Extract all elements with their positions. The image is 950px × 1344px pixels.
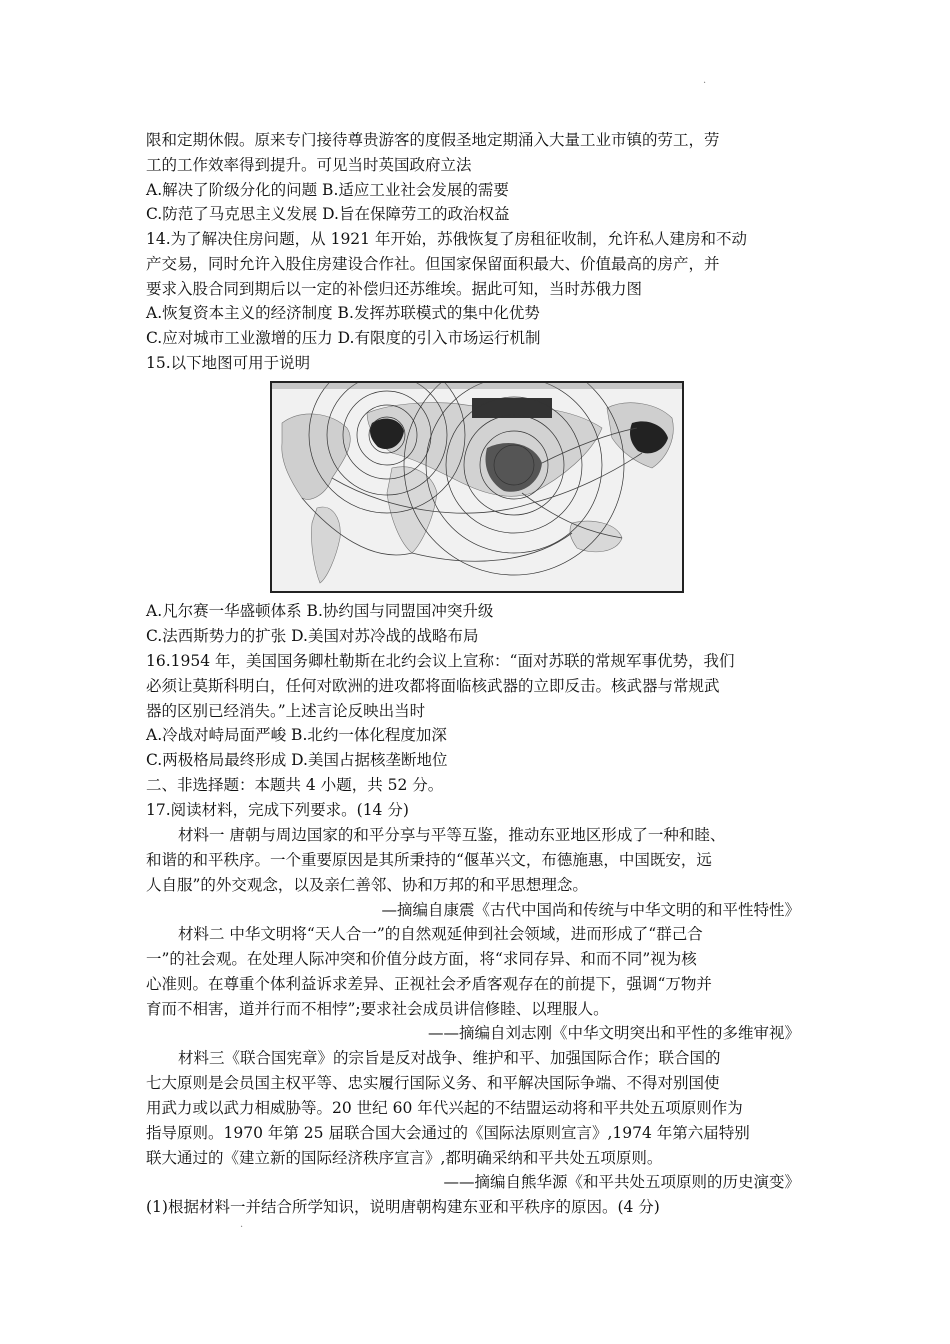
q14-text-line-3: 要求入股合同到期后以一定的补偿归还苏维埃。据此可知，当时苏俄力图 bbox=[146, 280, 643, 298]
q17-material3-source: ——摘编自熊华源《和平共处五项原则的历史演变》 bbox=[443, 1173, 800, 1191]
q16-text-line-2: 必须让莫斯科明白，任何对欧洲的进攻都将面临核武器的立即反击。核武器与常规武 bbox=[146, 677, 720, 695]
q17-material3-line-4: 指导原则。1970 年第 25 届联合国大会通过的《国际法原则宣言》,1974 年第六届特别 bbox=[146, 1124, 750, 1142]
q15-stem: 15.以下地图可用于说明 bbox=[146, 354, 311, 372]
q16-text-line-1: 16.1954 年，美国国务卿杜勒斯在北约会议上宣称：“面对苏联的常规军事优势，我们 bbox=[146, 652, 735, 670]
q17-material3-line-1: 材料三《联合国宪章》的宗旨是反对战争、维护和平、加强国际合作；联合国的 bbox=[178, 1049, 721, 1067]
q13-options-ab: A.解决了阶级分化的问题 B.适应工业社会发展的需要 bbox=[146, 181, 509, 199]
q17-material3-line-5: 联大通过的《建立新的国际经济秩序宣言》,都明确采纳和平共处五项原则。 bbox=[146, 1149, 663, 1167]
q14-text-line-1: 14.为了解决住房问题，从 1921 年开始，苏俄恢复了房租征收制，允许私人建房和不动 bbox=[146, 230, 747, 248]
q16-text-line-3: 器的区别已经消失。”上述言论反映出当时 bbox=[146, 702, 426, 720]
q17-material3-line-3: 用武力或以武力相威胁等。20 世纪 60 年代兴起的不结盟运动将和平共处五项原则作为 bbox=[146, 1099, 743, 1117]
q17-material2-line-3: 心准则。在尊重个体利益诉求差异、正视社会矛盾客观存在的前提下，强调“万物并 bbox=[146, 975, 712, 993]
q16-options-cd: C.两极格局最终形成 D.美国占据核垄断地位 bbox=[146, 751, 448, 769]
q17-material1-line-3: 人自服”的外交观念，以及亲仁善邻、协和万邦的和平思想理念。 bbox=[146, 876, 588, 894]
scan-speck: · bbox=[240, 1222, 244, 1233]
q14-options-ab: A.恢复资本主义的经济制度 B.发挥苏联模式的集中化优势 bbox=[146, 304, 540, 322]
q17-material1-line-1: 材料一 唐朝与周边国家的和平分享与平等互鉴，推动东亚地区形成了一种和睦、 bbox=[178, 826, 726, 844]
q17-material2-source: ——摘编自刘志刚《中华文明突出和平性的多维审视》 bbox=[427, 1024, 800, 1042]
q17-material2-line-4: 育而不相害，道并行而不相悖”;要求社会成员讲信修睦、以理服人。 bbox=[146, 1000, 609, 1018]
q17-material2-line-1: 材料二 中华文明将“天人合一”的自然观延伸到社会领域，进而形成了“群己合 bbox=[178, 925, 703, 943]
q16-options-ab: A.冷战对峙局面严峻 B.北约一体化程度加深 bbox=[146, 726, 447, 744]
q17-material2-line-2: 一”的社会观。在处理人际冲突和价值分歧方面，将“求同存异、和而不同”视为核 bbox=[146, 950, 697, 968]
q17-material1-line-2: 和谐的和平秩序。一个重要原因是其所秉持的“偃革兴文，布德施惠，中国既安，远 bbox=[146, 851, 712, 869]
q14-text-line-2: 产交易，同时允许入股住房建设合作社。但国家保留面积最大、价值最高的房产，并 bbox=[146, 255, 720, 273]
q14-options-cd: C.应对城市工业激增的压力 D.有限度的引入市场运行机制 bbox=[146, 329, 541, 347]
world-map-image bbox=[272, 383, 682, 591]
q17-material1-source: —摘编自康震《古代中国尚和传统与中华文明的和平性特性》 bbox=[381, 901, 800, 919]
q17-material3-line-2: 七大原则是会员国主权平等、忠实履行国际义务、和平解决国际争端、不得对别国使 bbox=[146, 1074, 720, 1092]
q15-options-ab: A.凡尔赛一华盛顿体系 B.协约国与同盟国冲突升级 bbox=[146, 602, 494, 620]
scan-speck: · bbox=[703, 78, 707, 89]
section-2-heading: 二、非选择题：本题共 4 小题，共 52 分。 bbox=[146, 776, 444, 794]
q13-options-cd: C.防范了马克思主义发展 D.旨在保障劳工的政治权益 bbox=[146, 205, 510, 223]
q17-sub-question-1: (1)根据材料一并结合所学知识，说明唐朝构建东亚和平秩序的原因。(4 分) bbox=[146, 1198, 660, 1216]
world-map-figure bbox=[270, 381, 684, 593]
q15-options-cd: C.法西斯势力的扩张 D.美国对苏冷战的战略布局 bbox=[146, 627, 479, 645]
q13-text-line-2: 工的工作效率得到提升。可见当时英国政府立法 bbox=[146, 156, 472, 174]
q13-text-line-1: 限和定期休假。原来专门接待尊贵游客的度假圣地定期涌入大量工业市镇的劳工，劳 bbox=[146, 131, 720, 149]
q17-stem: 17.阅读材料，完成下列要求。(14 分) bbox=[146, 801, 409, 819]
